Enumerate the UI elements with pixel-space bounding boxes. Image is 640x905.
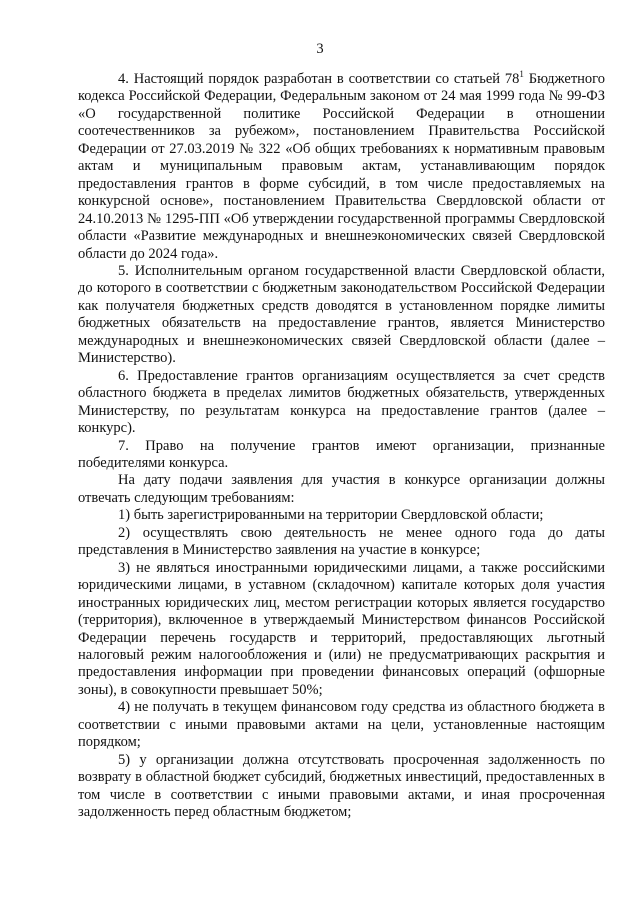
requirement-3: 3) не являться иностранными юридическими лицами, а также российскими юридическими лицами, в уставном (складочном) капитале которых доля участия иностранных юридических лиц, местом регистрации которых является государство (территория), включенное в утверждаемый Министерством финансов Российской Федерации перечень государств и территорий, предоставляющих льготный налоговый режим налогообложения и (или) не предусматривающих раскрытия и предоставления информации при проведении финансовых операций (офшорные зоны), в совокупности превышает 50%; (78, 559, 605, 698)
requirement-5: 5) у организации должна отсутствовать просроченная задолженность по возврату в областной бюджет субсидий, бюджетных инвестиций, предоставленных в том числе в соответствии с иными правовыми актами, и иная просроченная задолженность перед областным бюджетом; (78, 751, 605, 821)
document-body (78, 71, 605, 821)
requirement-1: 1) быть зарегистрированными на территории Свердловской области; (118, 507, 544, 524)
paragraph-item-4-text-start: 4. Настоящий порядок разработан в соответствии со статьей 78 (118, 71, 520, 87)
paragraph-item-6: 6. Предоставление грантов организациям осуществляется за счет средств областного бюджета в пределах лимитов бюджетных обязательств, утвержденных Министерству, по результатам конкурса на предоставление грантов (далее – конкурс). (78, 367, 605, 437)
article-superscript: 1 (519, 69, 524, 79)
paragraph-item-4-text-end: Бюджетного кодекса Российской Федерации, Федеральным законом от 24 мая 1999 года № 99-ФЗ «О государственной политике Российской Федерации в отношении соотечественников за рубежом», постановлением Правительства Российской Федерации от 27.03.2019 № 322 «Об общих требованиях к нормативным правовым актам и муниципальным правовым актам, устанавливающим порядок предоставления грантов в форме субсидий, в том числе предоставляемых на конкурсной основе», постановлением Правительства Свердловской области от 24.10.2013 № 1295-ПП «Об утверждении государственной программы Свердловской области «Развитие международных и внешнеэкономических связей Свердловской области до 2024 года». (78, 71, 605, 262)
requirement-4: 4) не получать в текущем финансовом году средства из областного бюджета в соответствии с иными правовыми актами на цели, установленные настоящим порядком; (78, 699, 605, 751)
requirement-2: 2) осуществлять свою деятельность не менее одного года до даты представления в Министерство заявления на участие в конкурсе; (78, 524, 605, 559)
paragraph-requirements-intro: На дату подачи заявления для участия в конкурсе организации должны отвечать следующим требованиям: (78, 472, 605, 506)
paragraph-item-4 (78, 71, 605, 263)
paragraph-item-7: 7. Право на получение грантов имеют организации, признанные победителями конкурса. (78, 437, 605, 471)
page-number: 3 (316, 41, 324, 57)
paragraph-item-5: 5. Исполнительным органом государственной власти Свердловской области, до которого в соответствии с бюджетным законодательством Российской Федерации как получателя бюджетных средств доводятся в установленном порядке лимиты бюджетных обязательств на предоставление грантов, является Министерство международных и внешнеэкономических связей Свердловской области (далее – Министерство). (78, 262, 605, 367)
